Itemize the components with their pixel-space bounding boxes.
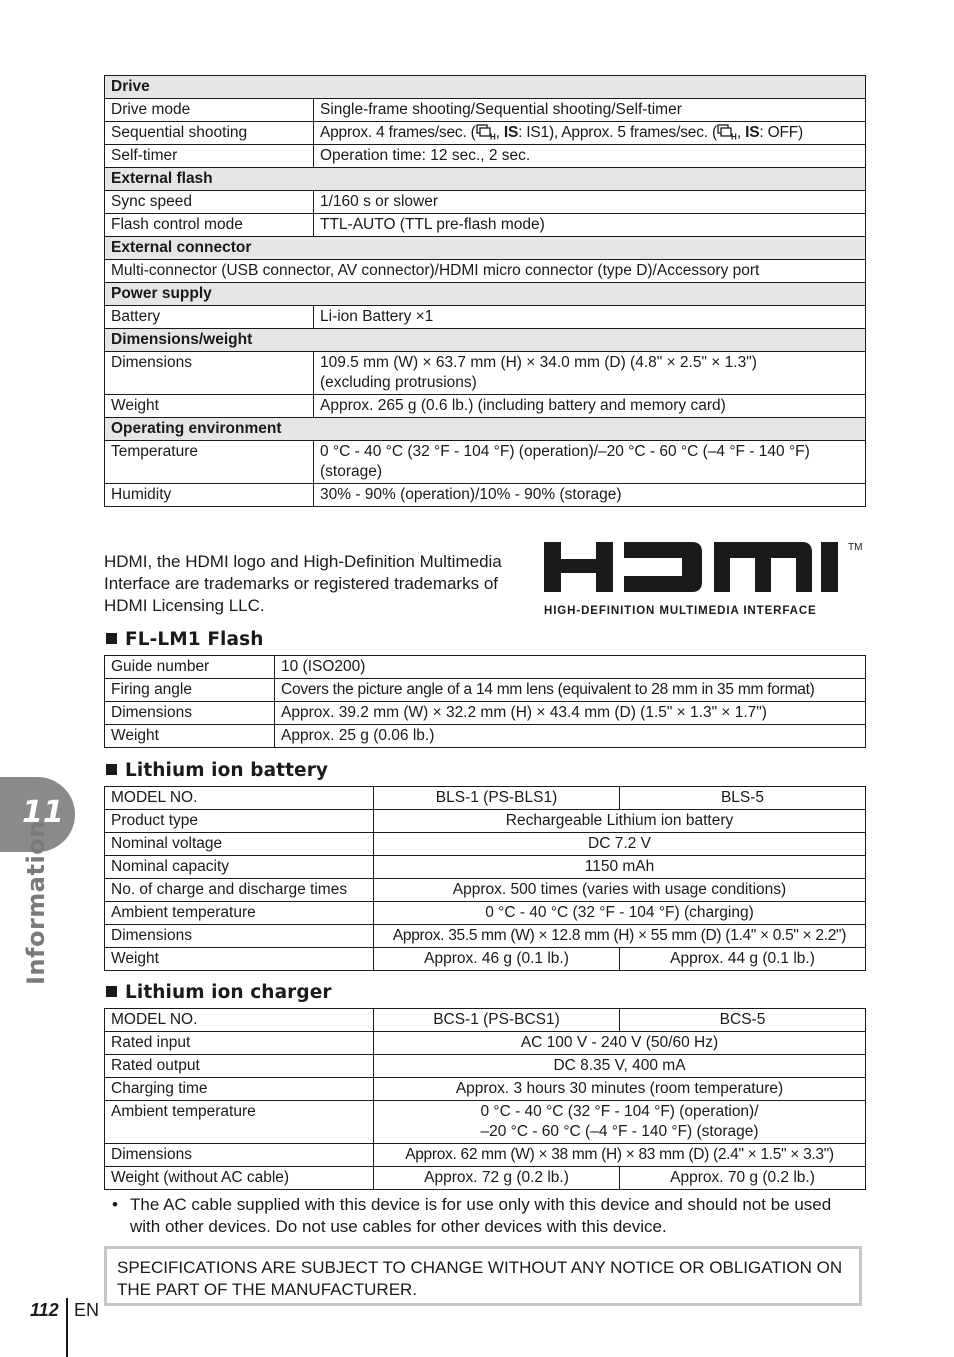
sequential-label: Sequential shooting [105, 122, 314, 145]
table-row: Guide number 10 (ISO200) [105, 656, 866, 679]
sync-speed-value: 1/160 s or slower [314, 191, 866, 214]
sequential-h-icon [476, 124, 496, 141]
sync-speed-label: Sync speed [105, 191, 314, 214]
temperature-value: 0 °C - 40 °C (32 °F - 104 °F) (operation)/–20 °C - 60 °C (–4 °F - 140 °F) (storage) [314, 441, 866, 484]
camera-spec-table [104, 75, 866, 507]
weight-value: Approx. 265 g (0.6 lb.) (including battery and memory card) [314, 395, 866, 418]
is-icon: IS [503, 124, 519, 141]
ac-cable-note: The AC cable supplied with this device is for use only with this device and should not be used with other devices. Do not use cables for other devices with this device. [130, 1195, 832, 1236]
drive-mode-value: Single-frame shooting/Sequential shooting/Self-timer [314, 99, 866, 122]
dimensions-weight-header: Dimensions/weight [105, 329, 866, 352]
page-number: 112 [30, 1300, 59, 1320]
temperature-label: Temperature [105, 441, 314, 484]
power-supply-header: Power supply [105, 283, 866, 306]
charger-table: MODEL NO. BCS-1 (PS-BCS1) BCS-5 Rated input AC 100 V - 240 V (50/60 Hz) Rated output DC 8.35 V, 400 mA Charging time Approx. 3 hours 30 minutes (room temperature) Ambient temperature 0 °C - 40 °C (32 °F - 104 °F) (operation)/ –20 °C - 60 °C (–4 °F - 140 °F) (storage) Dimensions Approx. 62 mm (W) × 38 mm (H) × 83 mm (D) (2.4" × 1.5" × 3.3") Weight (without AC cable) Approx. 72 g (0.2 lb.) Approx. 70 g (0.2 lb.) [104, 1008, 866, 1190]
external-flash-header: External flash [105, 168, 866, 191]
humidity-label: Humidity [105, 484, 314, 507]
dimensions-label: Dimensions [105, 352, 314, 395]
flash-table [104, 655, 866, 748]
dimensions-value: 109.5 mm (W) × 63.7 mm (H) × 34.0 mm (D) (4.8" × 2.5" × 1.3") (excluding protrusions) [314, 352, 866, 395]
table-row: Firing angle Covers the picture angle of a 14 mm lens (equivalent to 28 mm in 35 mm format) [105, 679, 866, 702]
footer-divider [66, 1298, 68, 1357]
self-timer-label: Self-timer [105, 145, 314, 168]
battery-value: Li-ion Battery ×1 [314, 306, 866, 329]
svg-text:H: H [489, 132, 496, 140]
table-row: Dimensions Approx. 39.2 mm (W) × 32.2 mm (H) × 43.4 mm (D) (1.5" × 1.3" × 1.7") [105, 702, 866, 725]
hdmi-tm: TM [848, 542, 863, 553]
charger-heading: Lithium ion charger [106, 982, 332, 1003]
external-connector-header: External connector [105, 237, 866, 260]
chapter-number: 11 [22, 795, 64, 830]
external-connector-value: Multi-connector (USB connector, AV connector)/HDMI micro connector (type D)/Accessory port [105, 260, 866, 283]
bullet-marker: • [112, 1195, 118, 1214]
battery-label: Battery [105, 306, 314, 329]
flash-control-label: Flash control mode [105, 214, 314, 237]
drive-mode-label: Drive mode [105, 99, 314, 122]
table-row: Weight Approx. 25 g (0.06 lb.) [105, 725, 866, 748]
battery-heading: Lithium ion battery [106, 760, 328, 781]
hdmi-logo [540, 538, 870, 620]
flash-control-value: TTL-AUTO (TTL pre-flash mode) [314, 214, 866, 237]
weight-label: Weight [105, 395, 314, 418]
sequential-h-icon [717, 124, 737, 141]
battery-table: MODEL NO. BLS-1 (PS-BLS1) BLS-5 Product type Rechargeable Lithium ion battery Nominal voltage DC 7.2 V Nominal capacity 1150 mAh No. of charge and discharge times Approx. 500 times (varies with usage conditions) Ambient temperature 0 °C - 40 °C (32 °F - 104 °F) (charging) Dimensions Approx. 35.5 mm (W) × 12.8 mm (H) × 55 mm (D) (1.4" × 0.5" × 2.2") Weight Approx. 46 g (0.1 lb.) Approx. 44 g (0.1 lb.) [104, 786, 866, 971]
drive-header: Drive [105, 76, 866, 99]
sequential-value: Approx. 4 frames/sec. ( H , IS: IS1), Approx. 5 frames/sec. ( H , IS: OFF) [314, 122, 866, 145]
svg-text:H: H [730, 132, 737, 140]
hdmi-trademark-note: HDMI, the HDMI logo and High-Definition Multimedia Interface are trademarks or registered trademarks of HDMI Licensing LLC. [104, 552, 502, 615]
operating-env-header: Operating environment [105, 418, 866, 441]
is-icon: IS [745, 124, 760, 141]
language-code: EN [74, 1300, 100, 1320]
humidity-value: 30% - 90% (operation)/10% - 90% (storage) [314, 484, 866, 507]
self-timer-value: Operation time: 12 sec., 2 sec. [314, 145, 866, 168]
hdmi-tagline: HIGH-DEFINITION MULTIMEDIA INTERFACE [544, 605, 817, 617]
flash-heading: FL-LM1 Flash [106, 629, 263, 650]
chapter-label: Information [22, 820, 50, 985]
specifications-notice: SPECIFICATIONS ARE SUBJECT TO CHANGE WITHOUT ANY NOTICE OR OBLIGATION ON THE PART OF THE MANUFACTURER. [104, 1246, 862, 1306]
